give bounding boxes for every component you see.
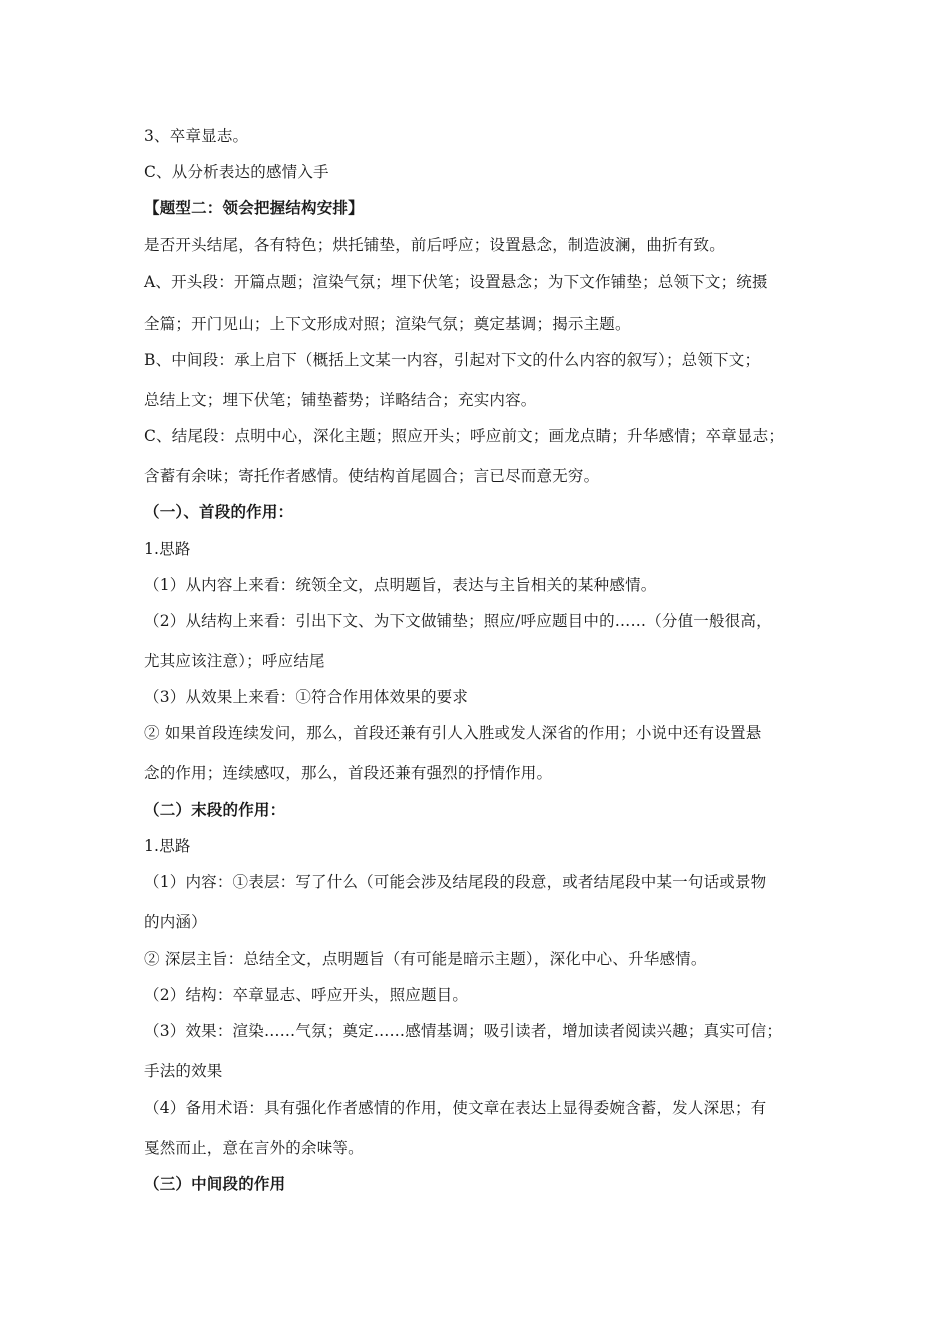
text-line-ending-effect-b: 手法的效果 bbox=[144, 1062, 223, 1080]
text-line-middle-a: B、中间段：承上启下（概括上文某一内容，引起对下文的什么内容的叙写）；总领下文； bbox=[144, 351, 761, 369]
text-line-item-3: 3、卒章显志。 bbox=[144, 127, 249, 145]
text-line-content: （1）从内容上来看：统领全文，点明题旨，表达与主旨相关的某种感情。 bbox=[144, 576, 657, 594]
text-line-summary: 是否开头结尾，各有特色；烘托铺垫，前后呼应；设置悬念，制造波澜，曲折有致。 bbox=[144, 236, 725, 254]
question-type-heading: 【题型二：领会把握结构安排】 bbox=[144, 198, 364, 217]
text-line-opening-a: A、开头段：开篇点题；渲染气氛；埋下伏笔；设置悬念；为下文作铺垫；总领下文；统摄 bbox=[144, 273, 768, 291]
text-line-question-a: ② 如果首段连续发问，那么，首段还兼有引人入胜或发人深省的作用；小说中还有设置悬 bbox=[144, 724, 762, 742]
text-line-question-b: 念的作用；连续感叹，那么，首段还兼有强烈的抒情作用。 bbox=[144, 764, 553, 782]
text-line-middle-b: 总结上文；埋下伏笔；铺垫蓄势；详略结合；充实内容。 bbox=[144, 391, 537, 409]
text-line-section-c: C、从分析表达的感情入手 bbox=[144, 163, 329, 181]
text-line-deep-meaning: ② 深层主旨：总结全文，点明题旨（有可能是暗示主题），深化中心、升华感情。 bbox=[144, 950, 707, 968]
text-line-ending-structure: （2）结构：卒章显志、呼应开头，照应题目。 bbox=[144, 986, 469, 1004]
text-line-ending-effect-a: （3）效果：渲染……气氛；奠定……感情基调；吸引读者，增加读者阅读兴趣；真实可信； bbox=[144, 1022, 783, 1040]
section-heading-middle-paragraph: （三）中间段的作用 bbox=[144, 1174, 286, 1193]
text-line-ending-a: C、结尾段：点明中心，深化主题；照应开头；呼应前文；画龙点睛；升华感情；卒章显志； bbox=[144, 427, 785, 445]
text-line-terms-b: 戛然而止，意在言外的余味等。 bbox=[144, 1139, 364, 1157]
text-line-approach-2: 1.思路 bbox=[144, 837, 191, 855]
text-line-ending-b: 含蓄有余味；寄托作者感情。使结构首尾圆合；言已尽而意无穷。 bbox=[144, 467, 600, 485]
text-line-structure-b: 尤其应该注意）；呼应结尾 bbox=[144, 652, 325, 670]
text-line-terms-a: （4）备用术语：具有强化作者感情的作用，使文章在表达上显得委婉含蓄，发人深思；有 bbox=[144, 1099, 767, 1117]
text-line-approach-1: 1.思路 bbox=[144, 540, 191, 558]
text-line-content-surface-b: 的内涵） bbox=[144, 913, 207, 931]
section-heading-first-paragraph: （一）、首段的作用： bbox=[144, 502, 294, 521]
section-heading-last-paragraph: （二）末段的作用： bbox=[144, 800, 286, 819]
text-line-opening-b: 全篇；开门见山；上下文形成对照；渲染气氛；奠定基调；揭示主题。 bbox=[144, 315, 631, 333]
text-line-content-surface-a: （1）内容：①表层：写了什么（可能会涉及结尾段的段意，或者结尾段中某一句话或景物 bbox=[144, 873, 767, 891]
text-line-structure-a: （2）从结构上来看：引出下文、为下文做铺垫；照应/呼应题目中的……（分值一般很高， bbox=[144, 612, 772, 630]
text-line-effect: （3）从效果上来看：①符合作用体效果的要求 bbox=[144, 688, 469, 706]
